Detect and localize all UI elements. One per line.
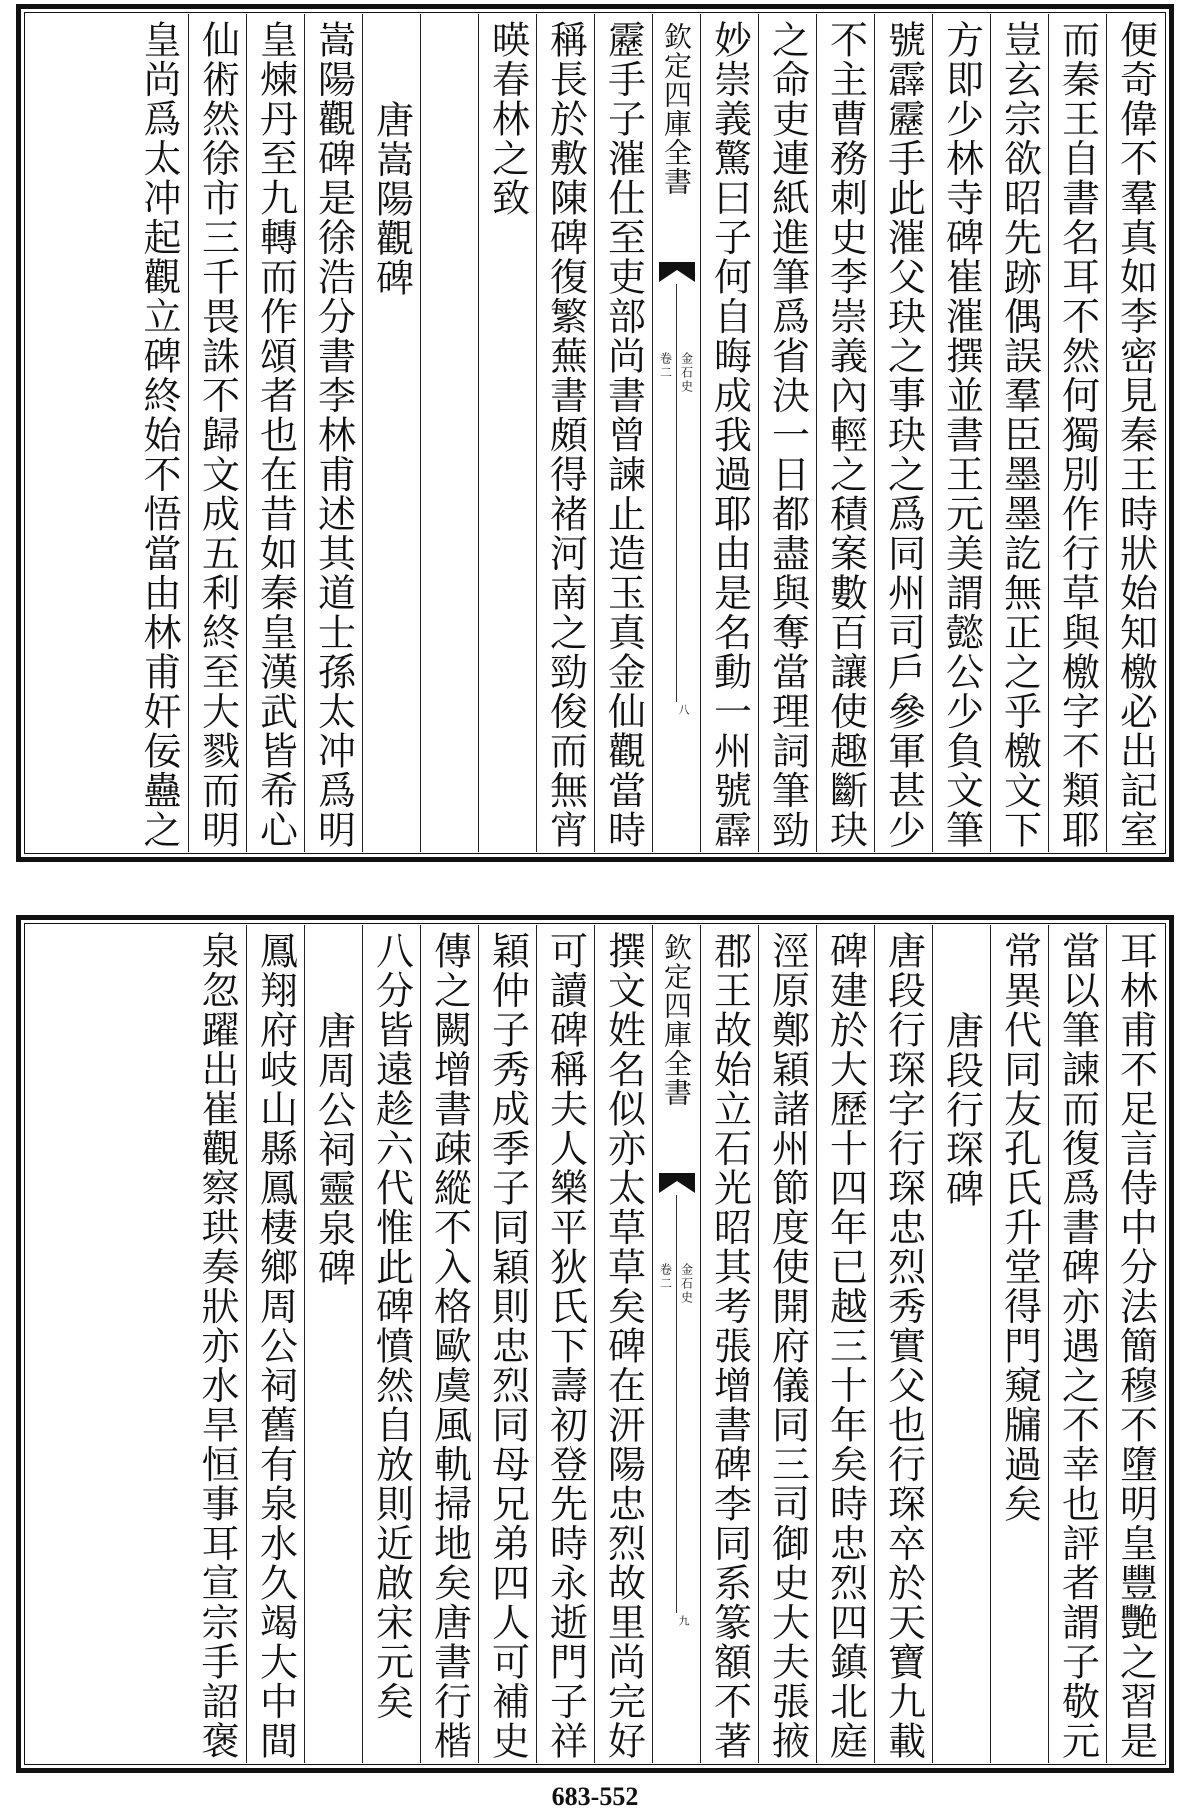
spine-title: 欽定四庫全書 (660, 22, 693, 196)
column-text: 號霹靂手此漼父玦之事玦之爲同州司戶參軍甚少 (881, 20, 926, 850)
text-column (874, 925, 932, 1763)
text-column (816, 925, 874, 1763)
spine-subtitle-part: 卷二 (658, 352, 673, 380)
upper-page (16, 4, 1174, 862)
spine-title: 欽定四庫全書 (660, 933, 693, 1107)
column-text: 傳之闕增書疎縱不入格歐虞風軌掃地矣唐書行楷 (427, 931, 472, 1761)
column-text: 之命吏連紙進筆爲省決一日都盡與奪當理詞筆勁 (765, 20, 810, 850)
column-text: 皇尚爲太冲起觀立碑終始不悟當由林甫奸佞蠱之 (137, 20, 181, 850)
text-column (420, 14, 478, 852)
text-column (536, 14, 594, 852)
column-text: 不主曹務刺史李崇義內輕之積案數百讓使趣斷玦 (823, 20, 868, 850)
column-text: 八分皆遠趁六代惟此碑憤然自放則近啟宋元矣 (369, 931, 414, 1721)
column-text: 涇原鄭穎諸州節度使開府儀同三司御史大夫張掖 (765, 931, 810, 1761)
spine-subtitle-part: 金石史 (679, 352, 694, 394)
page-number: 683-552 (551, 1782, 639, 1811)
column-text: 唐段行琛字行琛忠烈秀實父也行琛卒於天寶九載 (881, 931, 926, 1761)
spine-center-line (676, 1195, 677, 1613)
column-text: 妙崇義驚曰子何自晦成我過耶由是名動一州號霹 (707, 20, 752, 850)
text-column (1106, 14, 1164, 852)
text-column (304, 14, 362, 852)
text-column (700, 14, 758, 852)
text-column (816, 14, 874, 852)
section-heading-column (932, 925, 990, 1763)
column-text: 當以筆諫而復爲書碑亦遇之不幸也評者謂子敬元 (1055, 931, 1100, 1761)
text-column (758, 14, 816, 852)
column-text: 穎仲子秀成季子同穎則忠烈同母兄弟四人可補史 (485, 931, 530, 1761)
text-column (420, 925, 478, 1763)
column-text: 豈玄宗欲昭先跡偶誤羣臣墨墨訖無正之乎檄文下 (997, 20, 1042, 850)
fish-tail-mark-icon (659, 262, 695, 282)
lower-page (16, 915, 1174, 1773)
leaf-number: 九 (677, 1615, 690, 1626)
text-column (758, 925, 816, 1763)
text-column (246, 925, 304, 1763)
column-text: 嵩陽觀碑是徐浩分書李林甫述其道士孫太冲爲明 (311, 20, 356, 850)
text-column (478, 14, 536, 852)
column-text: 可讀碑稱夫人樂平狄氏下壽初登先時永逝門子祥 (543, 931, 588, 1761)
column-text: 郡王故始立石光昭其考張增書碑李同系篆額不著 (707, 931, 752, 1761)
column-text: 耳林甫不足言侍中分法簡穆不墮明皇豐艷之習是 (1113, 931, 1158, 1761)
spine-subtitle (657, 1263, 696, 1305)
upper-page-columns (26, 14, 1164, 852)
text-column (188, 925, 246, 1763)
section-heading: 唐周公祠靈泉碑 (311, 1011, 356, 1288)
text-column (1048, 14, 1106, 852)
column-text: 而秦王自書名耳不然何獨別作行草與檄字不類耶 (1055, 20, 1100, 850)
fish-tail-mark-icon (659, 1173, 695, 1193)
column-text: 靂手子漼仕至吏部尚書曾諫止造玉真金仙觀當時 (601, 20, 646, 850)
text-column (188, 14, 246, 852)
text-column (362, 925, 420, 1763)
text-column (1048, 925, 1106, 1763)
text-column (594, 14, 652, 852)
section-heading-column (362, 14, 420, 852)
column-text: 撰文姓名似亦太草草矣碑在汧陽忠烈故里尚完好 (601, 931, 646, 1761)
spine-center-line (676, 284, 677, 702)
column-text: 暎春林之致 (485, 20, 530, 218)
column-text: 碑建於大歷十四年已越三十年矣時忠烈四鎮北庭 (823, 931, 868, 1761)
center-fold-spine (652, 14, 700, 852)
text-column (130, 14, 188, 852)
text-column (246, 14, 304, 852)
text-column (594, 925, 652, 1763)
column-text: 常異代同友孔氏升堂得門窺牖過矣 (997, 931, 1042, 1524)
spine-subtitle-part: 金石史 (679, 1263, 694, 1305)
spine-subtitle-part: 卷二 (658, 1263, 673, 1291)
column-text: 仙術然徐市三千畏誅不歸文成五利終至大戮而明 (195, 20, 240, 850)
column-text: 泉忽躍出崔觀察珙奏狀亦水旱恒事耳宣宗手詔褒 (195, 931, 239, 1761)
text-column (536, 925, 594, 1763)
column-text: 便奇偉不羣真如李密見秦王時狀始知檄必出記室 (1113, 20, 1158, 850)
lower-page-columns (26, 925, 1164, 1763)
section-heading: 唐嵩陽觀碑 (369, 100, 414, 298)
leaf-number: 八 (677, 704, 690, 715)
column-text: 稱長於敷陳碑復繁蕪書頗得褚河南之勁俊而無宵 (543, 20, 588, 850)
section-heading-column (304, 925, 362, 1763)
column-text: 方即少林寺碑崔漼撰並書王元美謂懿公少負文筆 (939, 20, 984, 850)
spine-subtitle (657, 352, 696, 394)
text-column (700, 925, 758, 1763)
text-column (874, 14, 932, 852)
section-heading: 唐段行琛碑 (939, 1011, 984, 1209)
text-column (990, 925, 1048, 1763)
center-fold-spine (652, 925, 700, 1763)
text-column (1106, 925, 1164, 1763)
column-text: 皇煉丹至九轉而作頌者也在昔如秦皇漢武皆希心 (253, 20, 298, 850)
text-column (478, 925, 536, 1763)
column-text: 鳳翔府岐山縣鳳棲鄉周公祠舊有泉水久竭大中間 (253, 931, 298, 1761)
text-column (932, 14, 990, 852)
text-column (990, 14, 1048, 852)
